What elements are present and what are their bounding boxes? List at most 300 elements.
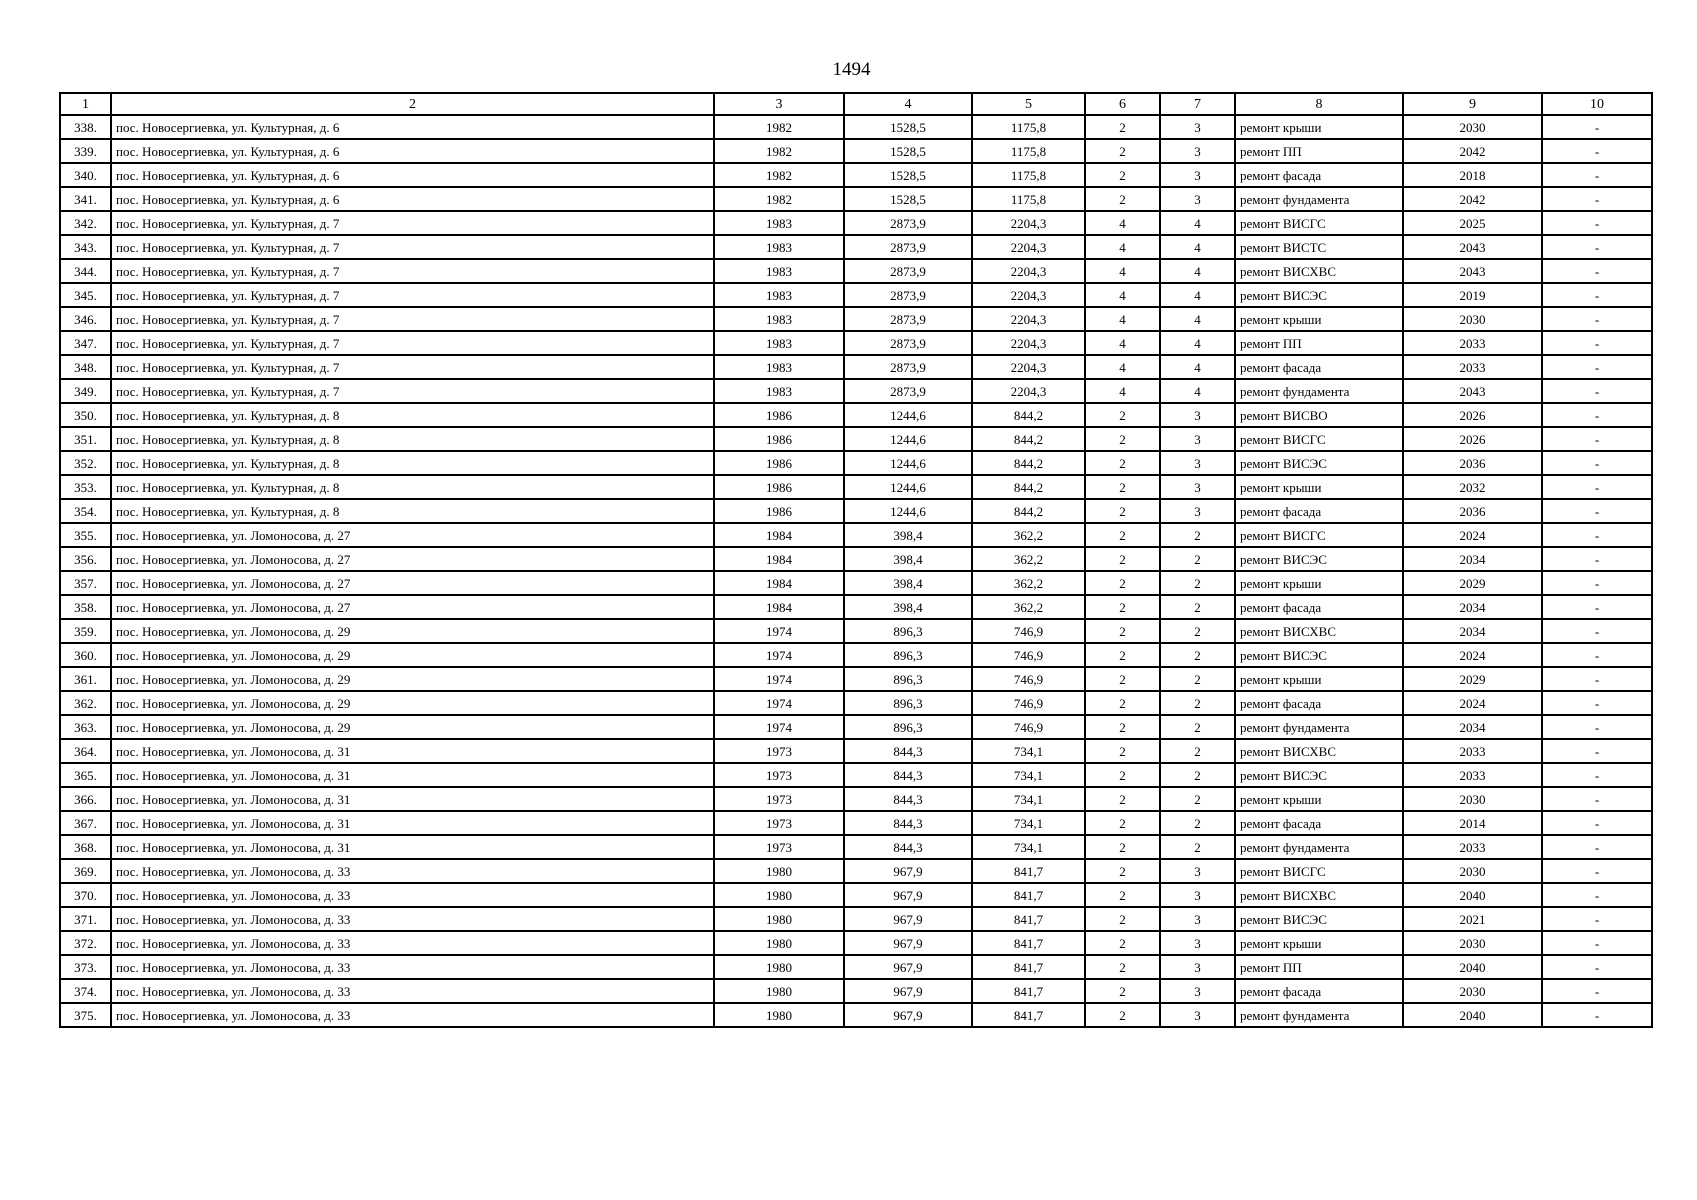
page-number: 1494 <box>832 59 871 80</box>
cell-planned-year: 2040 <box>1403 1003 1542 1027</box>
header-cell-5: 5 <box>972 93 1085 115</box>
cell-entrances: 2 <box>1085 163 1160 187</box>
cell-planned-year: 2030 <box>1403 115 1542 139</box>
cell-row-number: 339. <box>60 139 111 163</box>
cell-total-area: 1528,5 <box>844 139 972 163</box>
cell-row-number: 363. <box>60 715 111 739</box>
cell-row-number: 360. <box>60 643 111 667</box>
cell-year-built: 1980 <box>714 883 844 907</box>
cell-planned-year: 2034 <box>1403 715 1542 739</box>
cell-note: - <box>1542 451 1652 475</box>
cell-entrances: 4 <box>1085 235 1160 259</box>
table-row <box>60 643 1652 667</box>
cell-total-area: 2873,9 <box>844 379 972 403</box>
cell-note: - <box>1542 235 1652 259</box>
cell-total-area: 967,9 <box>844 979 972 1003</box>
cell-address: пос. Новосергиевка, ул. Культурная, д. 7 <box>111 283 714 307</box>
cell-entrances: 2 <box>1085 811 1160 835</box>
cell-row-number: 344. <box>60 259 111 283</box>
cell-note: - <box>1542 211 1652 235</box>
cell-year-built: 1986 <box>714 427 844 451</box>
cell-note: - <box>1542 835 1652 859</box>
table-row <box>60 283 1652 307</box>
cell-planned-year: 2042 <box>1403 139 1542 163</box>
table-row <box>60 787 1652 811</box>
cell-year-built: 1983 <box>714 259 844 283</box>
table-row <box>60 163 1652 187</box>
cell-repair-type: ремонт фасада <box>1235 355 1403 379</box>
cell-row-number: 374. <box>60 979 111 1003</box>
cell-note: - <box>1542 523 1652 547</box>
cell-note: - <box>1542 331 1652 355</box>
cell-floors: 4 <box>1160 307 1235 331</box>
cell-address: пос. Новосергиевка, ул. Ломоносова, д. 27 <box>111 547 714 571</box>
cell-row-number: 372. <box>60 931 111 955</box>
cell-year-built: 1984 <box>714 571 844 595</box>
cell-address: пос. Новосергиевка, ул. Культурная, д. 7 <box>111 235 714 259</box>
cell-row-number: 375. <box>60 1003 111 1027</box>
cell-note: - <box>1542 619 1652 643</box>
cell-living-area: 746,9 <box>972 667 1085 691</box>
cell-year-built: 1983 <box>714 235 844 259</box>
cell-year-built: 1980 <box>714 859 844 883</box>
cell-total-area: 2873,9 <box>844 235 972 259</box>
cell-living-area: 844,2 <box>972 475 1085 499</box>
cell-note: - <box>1542 427 1652 451</box>
cell-address: пос. Новосергиевка, ул. Культурная, д. 7 <box>111 355 714 379</box>
cell-living-area: 734,1 <box>972 787 1085 811</box>
cell-living-area: 2204,3 <box>972 211 1085 235</box>
cell-entrances: 2 <box>1085 787 1160 811</box>
cell-row-number: 358. <box>60 595 111 619</box>
cell-planned-year: 2026 <box>1403 403 1542 427</box>
cell-address: пос. Новосергиевка, ул. Ломоносова, д. 29 <box>111 691 714 715</box>
cell-total-area: 1244,6 <box>844 427 972 451</box>
cell-year-built: 1983 <box>714 211 844 235</box>
table-header-row <box>60 93 1652 115</box>
cell-note: - <box>1542 907 1652 931</box>
cell-planned-year: 2021 <box>1403 907 1542 931</box>
table-row <box>60 883 1652 907</box>
cell-repair-type: ремонт ВИСЭС <box>1235 283 1403 307</box>
cell-row-number: 351. <box>60 427 111 451</box>
cell-floors: 4 <box>1160 283 1235 307</box>
cell-note: - <box>1542 259 1652 283</box>
cell-row-number: 368. <box>60 835 111 859</box>
cell-year-built: 1983 <box>714 331 844 355</box>
cell-total-area: 896,3 <box>844 619 972 643</box>
cell-total-area: 896,3 <box>844 715 972 739</box>
cell-row-number: 348. <box>60 355 111 379</box>
cell-floors: 2 <box>1160 643 1235 667</box>
cell-entrances: 2 <box>1085 571 1160 595</box>
cell-repair-type: ремонт ВИСВО <box>1235 403 1403 427</box>
cell-living-area: 362,2 <box>972 595 1085 619</box>
cell-row-number: 347. <box>60 331 111 355</box>
cell-total-area: 844,3 <box>844 835 972 859</box>
cell-entrances: 2 <box>1085 427 1160 451</box>
cell-living-area: 734,1 <box>972 811 1085 835</box>
cell-repair-type: ремонт ВИСТС <box>1235 235 1403 259</box>
cell-total-area: 1528,5 <box>844 163 972 187</box>
table-row <box>60 739 1652 763</box>
cell-floors: 4 <box>1160 355 1235 379</box>
cell-entrances: 4 <box>1085 283 1160 307</box>
cell-repair-type: ремонт ПП <box>1235 955 1403 979</box>
cell-address: пос. Новосергиевка, ул. Культурная, д. 8 <box>111 475 714 499</box>
cell-planned-year: 2033 <box>1403 355 1542 379</box>
cell-floors: 2 <box>1160 811 1235 835</box>
cell-row-number: 346. <box>60 307 111 331</box>
cell-row-number: 359. <box>60 619 111 643</box>
cell-address: пос. Новосергиевка, ул. Культурная, д. 8 <box>111 403 714 427</box>
cell-entrances: 2 <box>1085 547 1160 571</box>
cell-total-area: 1528,5 <box>844 187 972 211</box>
table-row <box>60 955 1652 979</box>
cell-floors: 3 <box>1160 163 1235 187</box>
header-cell-10: 10 <box>1542 93 1652 115</box>
cell-floors: 4 <box>1160 259 1235 283</box>
cell-total-area: 967,9 <box>844 931 972 955</box>
table-row <box>60 931 1652 955</box>
table-row <box>60 835 1652 859</box>
cell-living-area: 844,2 <box>972 427 1085 451</box>
table-row <box>60 403 1652 427</box>
table-row <box>60 499 1652 523</box>
cell-floors: 2 <box>1160 835 1235 859</box>
cell-entrances: 2 <box>1085 715 1160 739</box>
cell-note: - <box>1542 283 1652 307</box>
cell-repair-type: ремонт ВИСЭС <box>1235 643 1403 667</box>
table-row <box>60 427 1652 451</box>
table-row <box>60 331 1652 355</box>
table-row <box>60 211 1652 235</box>
cell-floors: 2 <box>1160 595 1235 619</box>
cell-total-area: 2873,9 <box>844 283 972 307</box>
cell-repair-type: ремонт фасада <box>1235 811 1403 835</box>
header-cell-9: 9 <box>1403 93 1542 115</box>
cell-repair-type: ремонт ВИСГС <box>1235 859 1403 883</box>
cell-address: пос. Новосергиевка, ул. Культурная, д. 8 <box>111 427 714 451</box>
cell-entrances: 2 <box>1085 187 1160 211</box>
cell-repair-type: ремонт ВИСЭС <box>1235 451 1403 475</box>
cell-note: - <box>1542 475 1652 499</box>
cell-year-built: 1986 <box>714 499 844 523</box>
cell-year-built: 1984 <box>714 523 844 547</box>
cell-entrances: 2 <box>1085 763 1160 787</box>
cell-repair-type: ремонт крыши <box>1235 931 1403 955</box>
cell-note: - <box>1542 955 1652 979</box>
cell-floors: 3 <box>1160 955 1235 979</box>
cell-entrances: 2 <box>1085 595 1160 619</box>
cell-address: пос. Новосергиевка, ул. Ломоносова, д. 29 <box>111 667 714 691</box>
cell-address: пос. Новосергиевка, ул. Ломоносова, д. 31 <box>111 739 714 763</box>
cell-floors: 3 <box>1160 115 1235 139</box>
table-row <box>60 139 1652 163</box>
cell-address: пос. Новосергиевка, ул. Ломоносова, д. 29 <box>111 619 714 643</box>
cell-row-number: 355. <box>60 523 111 547</box>
cell-floors: 3 <box>1160 883 1235 907</box>
cell-planned-year: 2034 <box>1403 619 1542 643</box>
cell-planned-year: 2033 <box>1403 835 1542 859</box>
cell-address: пос. Новосергиевка, ул. Ломоносова, д. 33 <box>111 955 714 979</box>
cell-living-area: 841,7 <box>972 1003 1085 1027</box>
cell-address: пос. Новосергиевка, ул. Культурная, д. 7 <box>111 259 714 283</box>
table-row <box>60 259 1652 283</box>
cell-total-area: 398,4 <box>844 547 972 571</box>
cell-planned-year: 2018 <box>1403 163 1542 187</box>
cell-note: - <box>1542 139 1652 163</box>
cell-total-area: 398,4 <box>844 571 972 595</box>
cell-row-number: 354. <box>60 499 111 523</box>
cell-floors: 2 <box>1160 619 1235 643</box>
cell-row-number: 352. <box>60 451 111 475</box>
cell-address: пос. Новосергиевка, ул. Ломоносова, д. 31 <box>111 763 714 787</box>
cell-living-area: 2204,3 <box>972 331 1085 355</box>
cell-address: пос. Новосергиевка, ул. Ломоносова, д. 29 <box>111 643 714 667</box>
cell-total-area: 1528,5 <box>844 115 972 139</box>
table-row <box>60 907 1652 931</box>
cell-planned-year: 2033 <box>1403 739 1542 763</box>
cell-planned-year: 2029 <box>1403 667 1542 691</box>
cell-entrances: 4 <box>1085 211 1160 235</box>
cell-repair-type: ремонт крыши <box>1235 571 1403 595</box>
cell-floors: 3 <box>1160 1003 1235 1027</box>
table-body <box>60 115 1652 1027</box>
cell-floors: 3 <box>1160 475 1235 499</box>
cell-planned-year: 2030 <box>1403 931 1542 955</box>
cell-year-built: 1982 <box>714 115 844 139</box>
table-row <box>60 619 1652 643</box>
cell-year-built: 1974 <box>714 667 844 691</box>
cell-row-number: 353. <box>60 475 111 499</box>
cell-note: - <box>1542 763 1652 787</box>
cell-living-area: 2204,3 <box>972 379 1085 403</box>
cell-year-built: 1973 <box>714 811 844 835</box>
cell-total-area: 1244,6 <box>844 499 972 523</box>
cell-living-area: 841,7 <box>972 859 1085 883</box>
cell-year-built: 1980 <box>714 979 844 1003</box>
cell-total-area: 2873,9 <box>844 331 972 355</box>
cell-living-area: 2204,3 <box>972 235 1085 259</box>
cell-year-built: 1984 <box>714 547 844 571</box>
cell-floors: 3 <box>1160 907 1235 931</box>
cell-entrances: 2 <box>1085 139 1160 163</box>
header-cell-2: 2 <box>111 93 714 115</box>
cell-address: пос. Новосергиевка, ул. Культурная, д. 8 <box>111 499 714 523</box>
cell-year-built: 1983 <box>714 307 844 331</box>
cell-row-number: 338. <box>60 115 111 139</box>
cell-floors: 4 <box>1160 211 1235 235</box>
cell-planned-year: 2032 <box>1403 475 1542 499</box>
cell-row-number: 373. <box>60 955 111 979</box>
cell-repair-type: ремонт ВИСГС <box>1235 427 1403 451</box>
cell-living-area: 841,7 <box>972 931 1085 955</box>
table-row <box>60 979 1652 1003</box>
cell-total-area: 398,4 <box>844 523 972 547</box>
cell-entrances: 2 <box>1085 1003 1160 1027</box>
cell-row-number: 342. <box>60 211 111 235</box>
header-cell-3: 3 <box>714 93 844 115</box>
cell-year-built: 1980 <box>714 1003 844 1027</box>
cell-repair-type: ремонт крыши <box>1235 115 1403 139</box>
cell-total-area: 2873,9 <box>844 307 972 331</box>
cell-note: - <box>1542 667 1652 691</box>
cell-entrances: 2 <box>1085 451 1160 475</box>
table-row <box>60 547 1652 571</box>
cell-note: - <box>1542 595 1652 619</box>
cell-total-area: 844,3 <box>844 787 972 811</box>
cell-year-built: 1974 <box>714 643 844 667</box>
cell-address: пос. Новосергиевка, ул. Ломоносова, д. 31 <box>111 811 714 835</box>
cell-year-built: 1973 <box>714 787 844 811</box>
cell-row-number: 362. <box>60 691 111 715</box>
cell-repair-type: ремонт фасада <box>1235 499 1403 523</box>
table-row <box>60 859 1652 883</box>
cell-living-area: 362,2 <box>972 523 1085 547</box>
cell-repair-type: ремонт фундамента <box>1235 835 1403 859</box>
cell-living-area: 844,2 <box>972 499 1085 523</box>
cell-note: - <box>1542 715 1652 739</box>
cell-floors: 3 <box>1160 931 1235 955</box>
cell-living-area: 734,1 <box>972 835 1085 859</box>
cell-total-area: 2873,9 <box>844 259 972 283</box>
cell-note: - <box>1542 979 1652 1003</box>
cell-total-area: 967,9 <box>844 1003 972 1027</box>
cell-total-area: 2873,9 <box>844 211 972 235</box>
table-row <box>60 379 1652 403</box>
cell-planned-year: 2030 <box>1403 979 1542 1003</box>
cell-note: - <box>1542 547 1652 571</box>
header-cell-8: 8 <box>1235 93 1403 115</box>
cell-address: пос. Новосергиевка, ул. Ломоносова, д. 27 <box>111 595 714 619</box>
cell-living-area: 2204,3 <box>972 355 1085 379</box>
cell-entrances: 2 <box>1085 667 1160 691</box>
cell-year-built: 1982 <box>714 187 844 211</box>
cell-total-area: 896,3 <box>844 691 972 715</box>
cell-living-area: 1175,8 <box>972 139 1085 163</box>
cell-year-built: 1983 <box>714 379 844 403</box>
cell-note: - <box>1542 571 1652 595</box>
cell-total-area: 1244,6 <box>844 475 972 499</box>
cell-row-number: 369. <box>60 859 111 883</box>
cell-repair-type: ремонт фасада <box>1235 595 1403 619</box>
cell-row-number: 356. <box>60 547 111 571</box>
cell-note: - <box>1542 931 1652 955</box>
cell-floors: 3 <box>1160 499 1235 523</box>
repair-schedule-table <box>59 92 1653 1028</box>
cell-address: пос. Новосергиевка, ул. Ломоносова, д. 33 <box>111 931 714 955</box>
cell-address: пос. Новосергиевка, ул. Культурная, д. 7 <box>111 211 714 235</box>
cell-year-built: 1973 <box>714 739 844 763</box>
cell-year-built: 1980 <box>714 955 844 979</box>
cell-address: пос. Новосергиевка, ул. Культурная, д. 6 <box>111 115 714 139</box>
cell-living-area: 844,2 <box>972 403 1085 427</box>
cell-address: пос. Новосергиевка, ул. Культурная, д. 8 <box>111 451 714 475</box>
cell-entrances: 2 <box>1085 835 1160 859</box>
cell-note: - <box>1542 403 1652 427</box>
table-row <box>60 235 1652 259</box>
cell-year-built: 1983 <box>714 283 844 307</box>
cell-repair-type: ремонт фундамента <box>1235 187 1403 211</box>
cell-entrances: 2 <box>1085 859 1160 883</box>
table-row <box>60 451 1652 475</box>
cell-entrances: 2 <box>1085 691 1160 715</box>
cell-row-number: 361. <box>60 667 111 691</box>
cell-note: - <box>1542 811 1652 835</box>
cell-year-built: 1980 <box>714 931 844 955</box>
table-row <box>60 307 1652 331</box>
cell-total-area: 2873,9 <box>844 355 972 379</box>
cell-living-area: 841,7 <box>972 907 1085 931</box>
cell-entrances: 4 <box>1085 331 1160 355</box>
cell-row-number: 345. <box>60 283 111 307</box>
cell-repair-type: ремонт фасада <box>1235 691 1403 715</box>
cell-row-number: 350. <box>60 403 111 427</box>
cell-entrances: 2 <box>1085 955 1160 979</box>
table-row <box>60 571 1652 595</box>
cell-floors: 2 <box>1160 763 1235 787</box>
cell-floors: 2 <box>1160 547 1235 571</box>
cell-repair-type: ремонт ВИСГС <box>1235 211 1403 235</box>
cell-repair-type: ремонт ВИСХВС <box>1235 739 1403 763</box>
cell-note: - <box>1542 187 1652 211</box>
cell-year-built: 1983 <box>714 355 844 379</box>
cell-total-area: 967,9 <box>844 883 972 907</box>
cell-planned-year: 2043 <box>1403 379 1542 403</box>
cell-year-built: 1974 <box>714 619 844 643</box>
cell-repair-type: ремонт крыши <box>1235 307 1403 331</box>
cell-year-built: 1984 <box>714 595 844 619</box>
table-row <box>60 187 1652 211</box>
cell-planned-year: 2025 <box>1403 211 1542 235</box>
cell-row-number: 367. <box>60 811 111 835</box>
cell-total-area: 967,9 <box>844 907 972 931</box>
cell-note: - <box>1542 163 1652 187</box>
cell-entrances: 4 <box>1085 307 1160 331</box>
cell-floors: 3 <box>1160 403 1235 427</box>
cell-row-number: 340. <box>60 163 111 187</box>
cell-planned-year: 2019 <box>1403 283 1542 307</box>
cell-floors: 4 <box>1160 331 1235 355</box>
table-row <box>60 355 1652 379</box>
cell-repair-type: ремонт фундамента <box>1235 1003 1403 1027</box>
cell-floors: 2 <box>1160 739 1235 763</box>
cell-floors: 3 <box>1160 859 1235 883</box>
cell-repair-type: ремонт фасада <box>1235 163 1403 187</box>
cell-floors: 2 <box>1160 571 1235 595</box>
cell-address: пос. Новосергиевка, ул. Культурная, д. 6 <box>111 139 714 163</box>
cell-planned-year: 2034 <box>1403 595 1542 619</box>
cell-planned-year: 2024 <box>1403 691 1542 715</box>
cell-repair-type: ремонт ПП <box>1235 139 1403 163</box>
cell-planned-year: 2033 <box>1403 763 1542 787</box>
cell-floors: 2 <box>1160 523 1235 547</box>
cell-planned-year: 2036 <box>1403 451 1542 475</box>
cell-year-built: 1986 <box>714 451 844 475</box>
cell-planned-year: 2043 <box>1403 259 1542 283</box>
table-row <box>60 667 1652 691</box>
cell-floors: 3 <box>1160 427 1235 451</box>
table-row <box>60 475 1652 499</box>
cell-address: пос. Новосергиевка, ул. Ломоносова, д. 33 <box>111 907 714 931</box>
cell-planned-year: 2024 <box>1403 643 1542 667</box>
cell-total-area: 967,9 <box>844 955 972 979</box>
cell-repair-type: ремонт ВИСХВС <box>1235 259 1403 283</box>
cell-address: пос. Новосергиевка, ул. Культурная, д. 6 <box>111 163 714 187</box>
cell-note: - <box>1542 787 1652 811</box>
cell-year-built: 1974 <box>714 691 844 715</box>
